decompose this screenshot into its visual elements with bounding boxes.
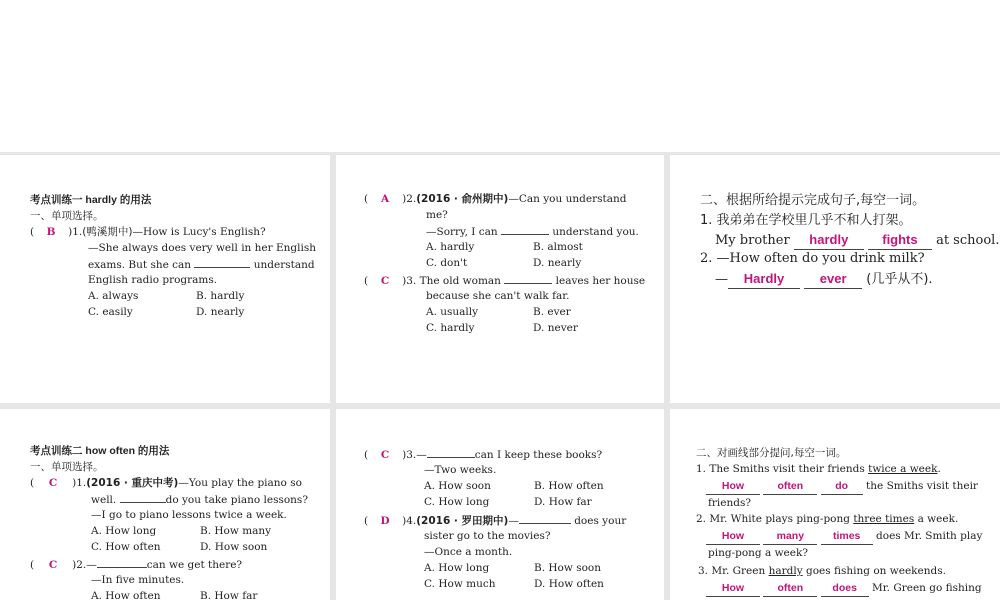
answer-blank <box>519 512 571 524</box>
answer-fill: Hardly <box>728 269 800 289</box>
answer-blank <box>97 556 147 568</box>
panel-how-often-practice-2 <box>336 409 664 600</box>
question-text-line: friends? <box>708 497 751 509</box>
panel-sentence-completion <box>670 155 1000 403</box>
option-c: C. How long <box>424 496 490 508</box>
question-text-line: —Sorry, I can understand you. <box>426 223 639 240</box>
answer-fill: How <box>706 580 760 597</box>
question-text-line: —She always does very well in her English <box>88 242 317 254</box>
question-text-line: well. do you take piano lessons? <box>91 491 308 508</box>
option-b: B. How soon <box>534 562 601 574</box>
option-b: B. How far <box>200 590 258 600</box>
option-c: C. easily <box>88 306 133 318</box>
option-b: B. hardly <box>196 290 245 302</box>
answer-blank <box>427 446 475 458</box>
question-text-line: —I go to piano lessons twice a week. <box>91 509 287 521</box>
question-text-line: me? <box>426 209 448 221</box>
question-text-line: exams. But she can understand <box>88 256 315 273</box>
question-1: ( B )1.(鸭溪期中)—How is Lucy's English? <box>30 226 266 238</box>
question-text-line: sister go to the movies? <box>424 530 551 542</box>
question-2-sentence: — Hardly ever (几乎从不). <box>715 271 933 287</box>
option-b: B. ever <box>533 306 571 318</box>
question-3: ( C )3. The old woman leaves her house <box>364 272 645 289</box>
answer-fill: do <box>821 478 863 495</box>
question-3: ( C )3.— can I keep these books? <box>364 446 602 463</box>
answer-fill: often <box>763 478 817 495</box>
option-a: A. How long <box>91 525 157 537</box>
section-instruction: 二、对画线部分提问,每空一词。 <box>696 447 847 459</box>
question-text-line: English radio programs. <box>88 274 218 286</box>
question-1-answer: How often do the Smiths visit their <box>706 478 978 495</box>
question-text-line: —In five minutes. <box>91 574 185 586</box>
answer-mark: B <box>46 226 56 238</box>
question-2-text: 2. Mr. White plays ping-pong three times a week. <box>696 513 959 525</box>
option-d: D. nearly <box>533 257 582 269</box>
panel-how-often-practice-1 <box>0 409 330 600</box>
option-d: D. nearly <box>196 306 245 318</box>
section-instruction: 二、根据所给提示完成句子,每空一词。 <box>700 193 926 208</box>
question-1-chinese: 1. 我弟弟在学校里几乎不和人打架。 <box>700 213 912 228</box>
option-c: C. don't <box>426 257 468 269</box>
question-text-line: because she can't walk far. <box>426 290 570 302</box>
question-text-line: —Two weeks. <box>424 464 497 476</box>
option-d: D. How often <box>534 578 604 590</box>
section-instruction: 一、单项选择。 <box>30 210 104 222</box>
answer-fill: often <box>763 580 817 597</box>
option-a: A. always <box>88 290 139 302</box>
question-1-text: 1. The Smiths visit their friends twice a week. <box>696 463 941 475</box>
option-a: A. hardly <box>426 241 475 253</box>
panel-hardly-practice-2 <box>336 155 664 403</box>
panel-hardly-practice-1 <box>0 155 330 403</box>
answer-fill: hardly <box>794 230 864 250</box>
question-4: ( D )4.(2016 · 罗田期中)— does your <box>364 512 626 529</box>
answer-blank <box>501 223 549 235</box>
answer-fill: fights <box>868 230 932 250</box>
option-b: B. almost <box>533 241 583 253</box>
answer-blank <box>504 272 552 284</box>
option-c: C. How much <box>424 578 496 590</box>
answer-mark: A <box>381 193 390 205</box>
answer-fill: How <box>706 528 760 545</box>
question-2: ( C )2.— can we get there? <box>30 556 242 573</box>
answer-fill: How <box>706 478 760 495</box>
answer-fill: does <box>821 580 869 597</box>
option-c: C. How often <box>91 541 161 553</box>
answer-blank <box>120 491 166 503</box>
question-2-text: 2. —How often do you drink milk? <box>700 251 925 266</box>
section-title: 考点训练二 how often 的用法 <box>30 445 170 457</box>
option-b: B. How many <box>200 525 272 537</box>
option-a: A. How soon <box>424 480 491 492</box>
answer-mark: C <box>380 275 390 287</box>
option-a: A. usually <box>426 306 479 318</box>
option-d: D. How far <box>534 496 592 508</box>
answer-mark: C <box>48 559 58 571</box>
answer-blank <box>194 256 250 268</box>
question-1-sentence: My brother hardly fights at school. <box>715 232 1000 248</box>
answer-mark: D <box>380 515 390 527</box>
option-d: D. never <box>533 322 578 334</box>
answer-fill: ever <box>804 269 862 289</box>
section-instruction: 一、单项选择。 <box>30 461 104 473</box>
question-2: ( A )2.(2016 · 俞州期中)—Can you understand <box>364 193 627 205</box>
section-title: 考点训练一 hardly 的用法 <box>30 194 152 206</box>
question-text-line: ping-pong a week? <box>708 547 808 559</box>
question-text-line: —Once a month. <box>424 546 513 558</box>
answer-mark: C <box>380 449 390 461</box>
option-b: B. How often <box>534 480 604 492</box>
question-3-text: 3. Mr. Green hardly goes fishing on weekends. <box>698 565 946 577</box>
answer-fill: many <box>763 528 817 545</box>
option-d: D. How soon <box>200 541 268 553</box>
question-2-answer: How many times does Mr. Smith play <box>706 528 982 545</box>
answer-mark: C <box>48 477 58 489</box>
option-c: C. hardly <box>426 322 475 334</box>
option-a: A. How often <box>91 590 161 600</box>
panel-question-on-underlined <box>670 409 1000 600</box>
answer-fill: times <box>821 528 873 545</box>
question-1: ( C )1.(2016 · 重庆中考)—You play the piano so <box>30 477 302 489</box>
question-3-answer: How often does Mr. Green go fishing <box>706 580 982 597</box>
option-a: A. How long <box>424 562 490 574</box>
